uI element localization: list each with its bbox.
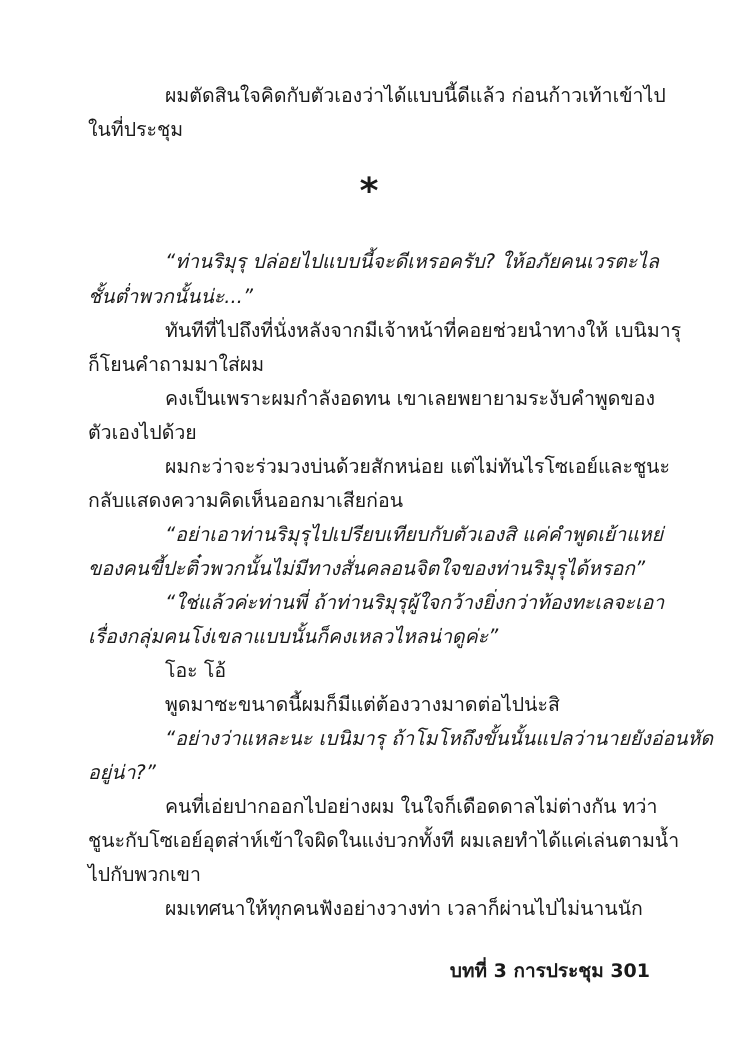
body-line-17: “อย่างว่าแหละนะ เบนิมารุ ถ้าโมโหถึงขั้นนั้นแปลว่านายยังอ่อนหัด [165,727,714,750]
scene-break-asterisk: * [359,171,379,212]
body-line-7: คงเป็นเพราะผมกำลังอดทน เขาเลยพยายามระงับคำพูดของ [165,387,655,410]
body-line-2: ในที่ประชุม [88,118,184,141]
body-line-5: ทันทีที่ไปถึงที่นั่งหลังจากมีเจ้าหน้าที่คอยช่วยนำทางให้ เบนิมารุ [165,319,682,342]
body-line-21: ไปกับพวกเขา [88,863,201,886]
body-line-6: ก็โยนคำถามมาใส่ผม [88,353,265,376]
body-line-13: “ใช่แล้วค่ะท่านพี่ ถ้าท่านริมุรุผู้ใจกว้างยิ่งกว่าท้องทะเลจะเอา [165,591,665,614]
body-line-19: คนที่เอ่ยปากออกไปอย่างผม ในใจก็เดือดดาลไม่ต่างกัน ทว่า [165,795,658,818]
body-line-3: “ท่านริมุรุ ปล่อยไปแบบนี้จะดีเหรอครับ? ให้อภัยคนเวรตะไล [165,250,659,273]
body-line-9: ผมกะว่าจะร่วมวงบ่นด้วยสักหน่อย แต่ไม่ทันไรโซเอย์และชูนะ [165,455,670,478]
body-line-20: ชูนะกับโซเอย์อุตส่าห์เข้าใจผิดในแง่บวกทั้งที ผมเลยทำได้แค่เล่นตามน้ำ [88,829,680,852]
body-line-22: ผมเทศนาให้ทุกคนฟังอย่างวางท่า เวลาก็ผ่านไปไม่นานนัก [165,897,643,920]
body-line-15: โอะ โอ้ [165,659,227,682]
body-line-8: ตัวเองไปด้วย [88,421,197,444]
body-line-18: อยู่น่า?” [88,761,156,784]
body-line-16: พูดมาซะขนาดนี้ผมก็มีแต่ต้องวางมาดต่อไปน่ะสิ [165,693,560,716]
body-line-14: เรื่องกลุ่มคนโง่เขลาแบบนั้นก็คงเหลวไหลน่าดูค่ะ” [88,625,499,648]
body-line-10: กลับแสดงความคิดเห็นออกมาเสียก่อน [88,489,404,512]
page-footer: บทที่ 3 การประชุม 301 [449,960,650,982]
body-line-12: ของคนขี้ปะติ๋วพวกนั้นไม่มีทางสั่นคลอนจิตใจของท่านริมุรุได้หรอก” [88,557,646,580]
body-line-4: ชั้นต่ำพวกนั้นน่ะ...” [88,285,253,308]
body-line-1: ผมตัดสินใจคิดกับตัวเองว่าได้แบบนี้ดีแล้ว ก่อนก้าวเท้าเข้าไป [165,84,666,107]
body-line-11: “อย่าเอาท่านริมุรุไปเปรียบเทียบกับตัวเองสิ แค่คำพูดเย้าแหย่ [165,523,664,546]
